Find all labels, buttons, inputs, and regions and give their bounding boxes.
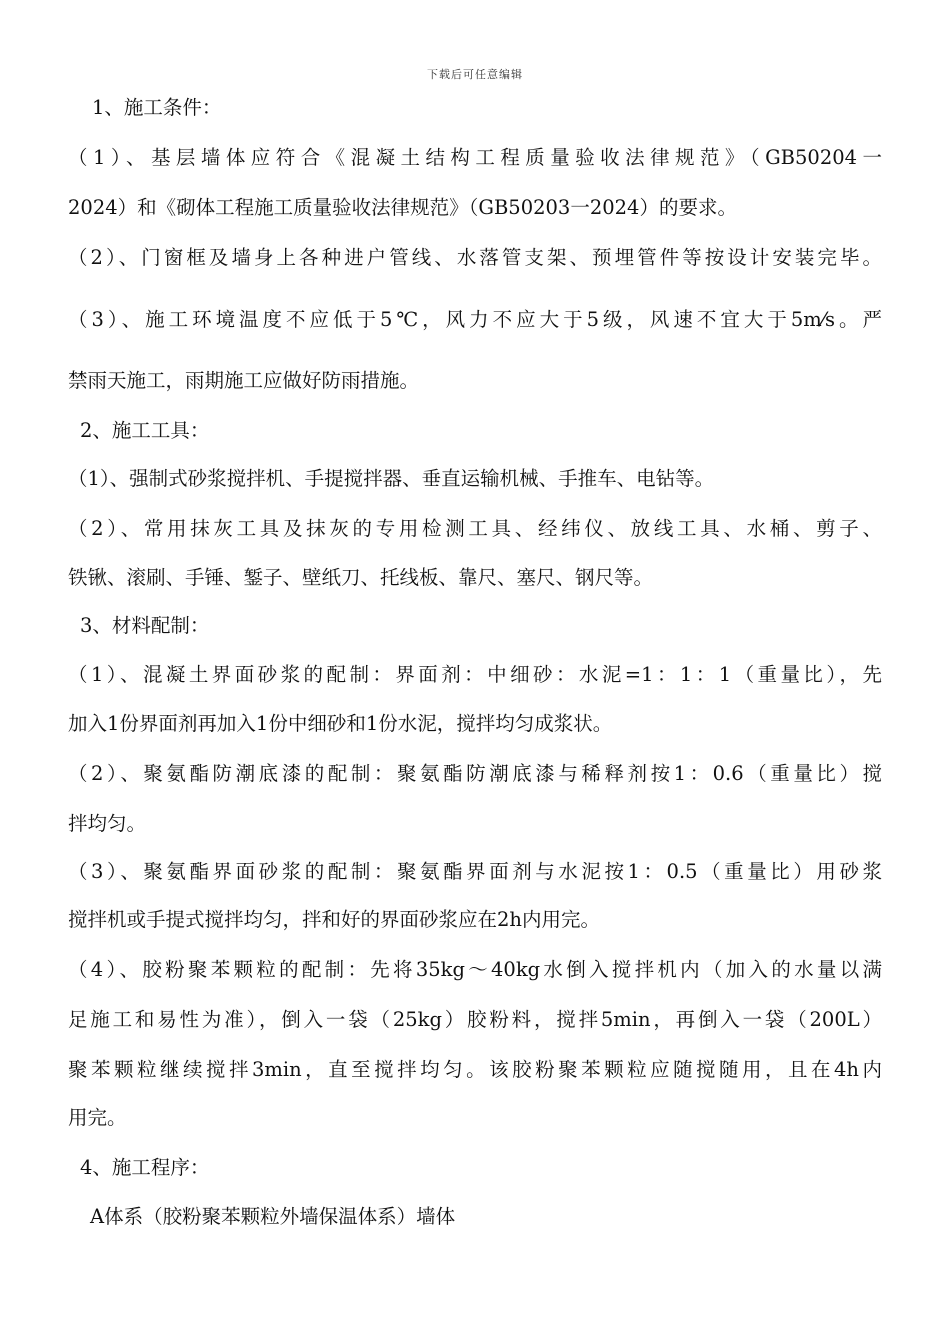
section-heading-3: 3、材料配制：	[80, 614, 210, 637]
paragraph-line: 铁锹、滚刷、手锤、錾子、壁纸刀、托线板、靠尺、塞尺、钢尺等。	[68, 566, 654, 589]
section-heading-4: 4、施工程序：	[80, 1156, 210, 1179]
paragraph-line: （1）、强制式砂浆搅拌机、手提搅拌器、垂直运输机械、手推车、电钻等。	[68, 467, 715, 490]
paragraph-line: （1）、混凝土界面砂浆的配制：界面剂：中细砂：水泥=1：1：1（重量比），先	[68, 663, 882, 686]
paragraph-line: 足施工和易性为准），倒入一袋（25kg）胶粉料，搅拌5min，再倒入一袋（200L）	[68, 1008, 882, 1031]
paragraph-line: 拌均匀。	[68, 812, 147, 835]
section-heading-2: 2、施工工具：	[80, 419, 210, 442]
section-heading-1: 1、施工条件：	[92, 96, 222, 119]
subsection-heading: A体系（胶粉聚苯颗粒外墙保温体系）墙体	[90, 1205, 456, 1228]
paragraph-line: 搅拌机或手提式搅拌均匀，拌和好的界面砂浆应在2h内用完。	[68, 908, 600, 931]
paragraph-line: （2）、门窗框及墙身上各种进户管线、水落管支架、预埋管件等按设计安装完毕。	[68, 246, 882, 269]
paragraph-line: 用完。	[68, 1106, 127, 1129]
paragraph-line: （2）、聚氨酯防潮底漆的配制：聚氨酯防潮底漆与稀释剂按1：0.6（重量比）搅	[68, 762, 882, 785]
paragraph-line: 2024）和《砌体工程施工质量验收法律规范》（GB50203一2024）的要求。	[68, 196, 737, 219]
paragraph-line: （2）、常用抹灰工具及抹灰的专用检测工具、经纬仪、放线工具、水桶、剪子、	[68, 517, 882, 540]
paragraph-line: 加入1份界面剂再加入1份中细砂和1份水泥，搅拌均匀成浆状。	[68, 712, 613, 735]
paragraph-line: （1）、基层墙体应符合《混凝土结构工程质量验收法律规范》（GB50204一	[68, 146, 882, 169]
paragraph-line: 聚苯颗粒继续搅拌3min，直至搅拌均匀。该胶粉聚苯颗粒应随搅随用，且在4h内	[68, 1058, 882, 1081]
paragraph-line: （3）、施工环境温度不应低于5℃，风力不应大于5级，风速不宜大于5m⁄s。严	[68, 308, 882, 331]
paragraph-line: （3）、聚氨酯界面砂浆的配制：聚氨酯界面剂与水泥按1：0.5（重量比）用砂浆	[68, 860, 882, 883]
paragraph-line: 禁雨天施工，雨期施工应做好防雨措施。	[68, 369, 420, 392]
paragraph-line: （4）、胶粉聚苯颗粒的配制：先将35kg～40kg水倒入搅拌机内（加入的水量以满	[68, 958, 882, 981]
page-header: 下载后可任意编辑	[427, 68, 523, 81]
